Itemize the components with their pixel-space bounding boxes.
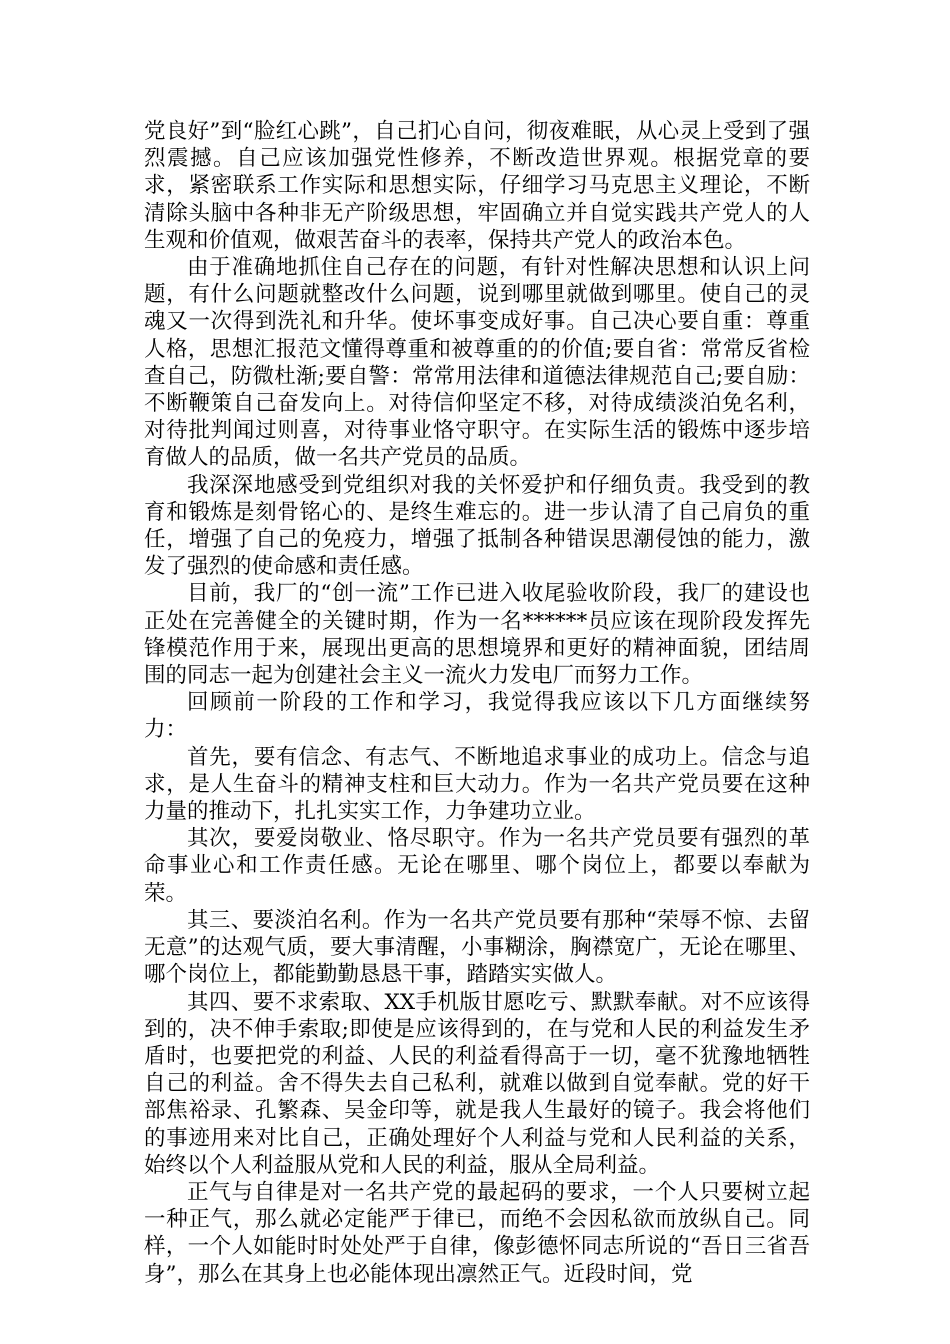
paragraph-3: 我深深地感受到党组织对我的关怀爱护和仔细负责。我受到的教育和锻炼是刻骨铭心的、是终生难忘的。进一步认清了自己肩负的重任，增强了自己的免疫力，增强了抵制各种错误思潮侵蚀的能力，激发了强烈的使命感和责任感。 [144, 472, 810, 580]
paragraph-4: 目前，我厂的“创一流”工作已进入收尾验收阶段，我厂的建设也正处在完善健全的关键时期，作为一名******员应该在现阶段发挥先锋模范作用于来，展现出更高的思想境界和更好的精神面貌，团结周围的同志一起为创建社会主义一流火力发电厂而努力工作。 [144, 581, 810, 689]
paragraph-6: 首先，要有信念、有志气、不断地追求事业的成功上。信念与追求，是人生奋斗的精神支柱和巨大动力。作为一名共产党员要在这种力量的推动下，扎扎实实工作，力争建功立业。 [144, 744, 810, 825]
paragraph-2: 由于准确地抓住自己存在的问题，有针对性解决思想和认识上问题，有什么问题就整改什么问题，说到哪里就做到哪里。使自己的灵魂又一次得到洗礼和升华。使坏事变成好事。自己决心要自重：尊重人格，思想汇报范文懂得尊重和被尊重的的价值;要自省：常常反省检查自己，防微杜渐;要自警：常常用法律和道德法律规范自己;要自励：不断鞭策自己奋发向上。对待信仰坚定不移，对待成绩淡泊免名利，对待批判闻过则喜，对待事业恪守职守。在实际生活的锻炼中逐步培育做人的品质，做一名共产党员的品质。 [144, 255, 810, 471]
paragraph-5: 回顾前一阶段的工作和学习，我觉得我应该以下几方面继续努力： [144, 690, 810, 743]
paragraph-1: 党良好”到“脸红心跳”，自己扪心自问，彻夜难眠，从心灵上受到了强烈震撼。自己应该加强党性修养，不断改造世界观。根据党章的要求，紧密联系工作实际和思想实际，仔细学习马克思主义理论，不断清除头脑中各种非无产阶级思想，牢固确立并自觉实践共产党人的人生观和价值观，做艰苦奋斗的表率，保持共产党人的政治本色。 [144, 119, 810, 253]
paragraph-8: 其三、要淡泊名利。作为一名共产党员要有那种“荣辱不惊、去留无意”的达观气质，要大事清醒，小事糊涂，胸襟宽广，无论在哪里、哪个岗位上，都能勤勤恳恳干事，踏踏实实做人。 [144, 907, 810, 988]
paragraph-9: 其四、要不求索取、XX手机版甘愿吃亏、默默奉献。对不应该得到的，决不伸手索取;即使是应该得到的，在与党和人民的利益发生矛盾时，也要把党的利益、人民的利益看得高于一切，毫不犹豫地牺牲自己的利益。舍不得失去自己私利，就难以做到自觉奉献。党的好干部焦裕录、孔繁森、吴金印等，就是我人生最好的镜子。我会将他们的事迹用来对比自己，正确处理好个人利益与党和人民利益的关系，始终以个人利益服从党和人民的利益，服从全局利益。 [144, 989, 810, 1178]
paragraph-10: 正气与自律是对一名共产党的最起码的要求，一个人只要树立起一种正气，那么就必定能严于律已，而绝不会因私欲而放纵自己。同样，一个人如能时时处处严于自律，像彭德怀同志所说的“吾日三省吾身”，那么在其身上也必能体现出凛然正气。近段时间，党 [144, 1179, 810, 1287]
paragraph-7: 其次，要爱岗敬业、恪尽职守。作为一名共产党员要有强烈的革命事业心和工作责任感。无论在哪里、哪个岗位上，都要以奉献为荣。 [144, 826, 810, 906]
document-page [144, 118, 810, 1288]
